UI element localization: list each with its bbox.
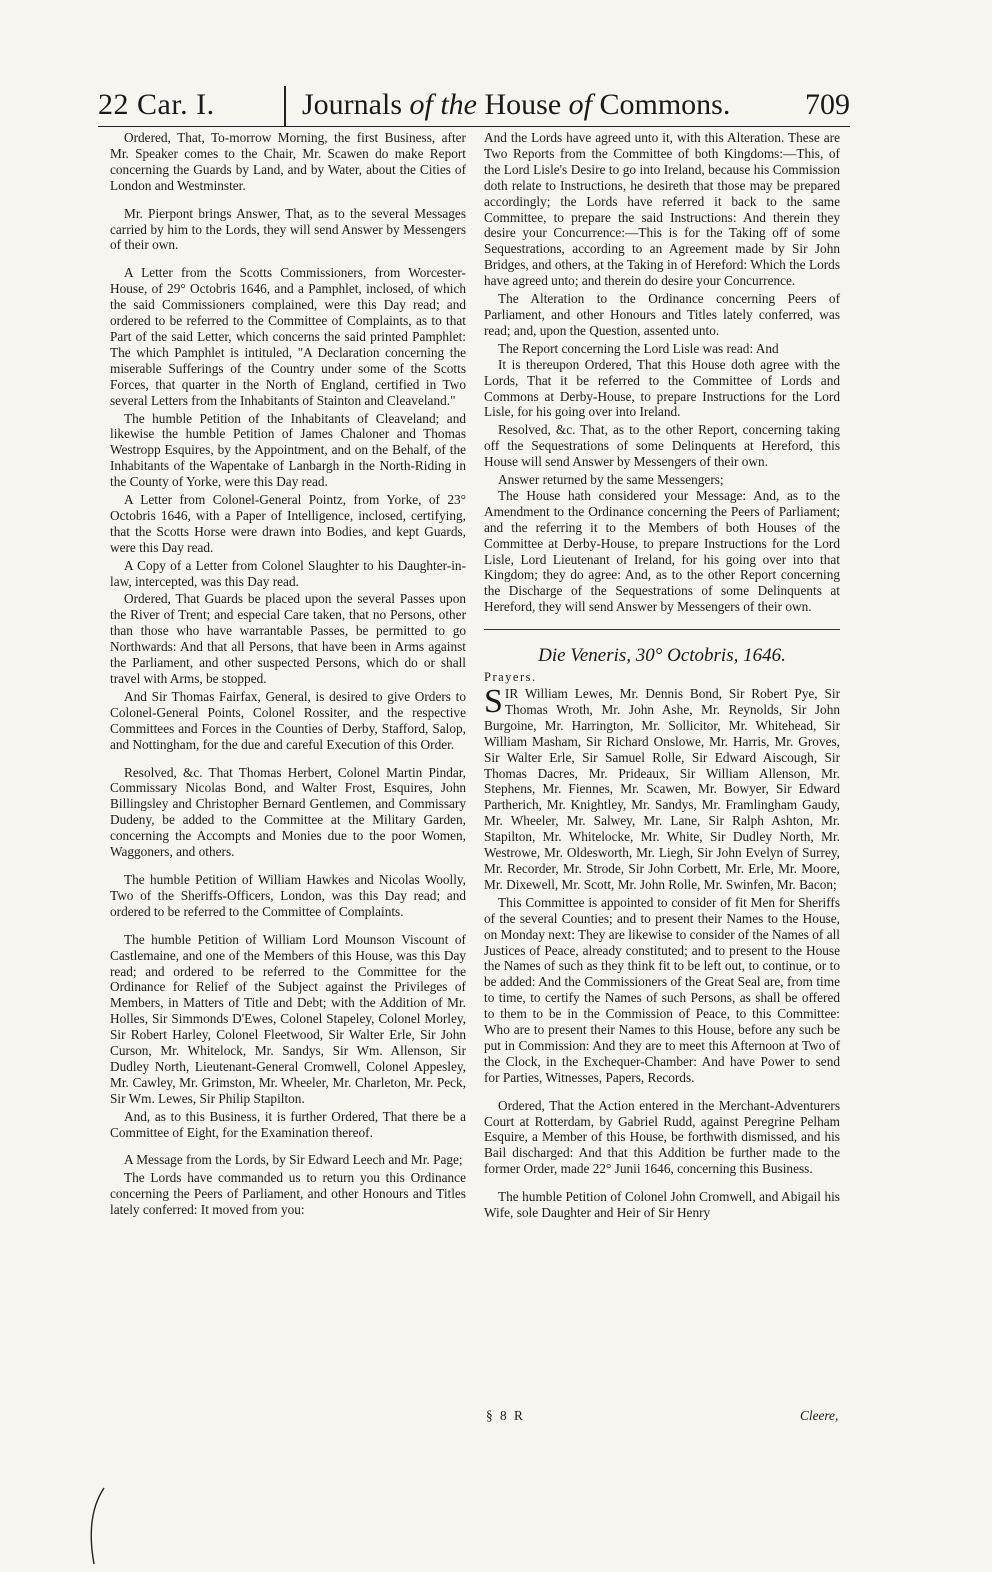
paragraph: Mr. Pierpont brings Answer, That, as to the several Messages carried by him to the Lords, they will send Answer by Messengers of their own.: [110, 205, 466, 253]
paragraph: The humble Petition of William Hawkes and Nicolas Woolly, Two of the Sheriffs-Officers, London, was this Day read; and ordered to be referred to the Committee of Complaints.: [110, 871, 466, 919]
paragraph: The humble Petition of the Inhabitants of Cleaveland; and likewise the humble Petition of James Chaloner and Thomas Westropp Esquires, by the Appointment, and on the Behalf, of the Inhabitants of the Wapentake of Lanbargh in the North-Riding in the County of Yorke, were this Day read.: [110, 410, 466, 490]
paragraph: Ordered, That the Action entered in the Merchant-Adventurers Court at Rotterdam, by Gabriel Rudd, against Peregrine Pelham Esquire, a Member of this House, be forthwith dismissed, and his Bail discharged: And that this Addition be further made to the former Order, made 22° Junii 1646, concerning this Business.: [484, 1097, 840, 1177]
signature-mark: § 8 R: [486, 1408, 525, 1423]
paragraph: A Copy of a Letter from Colonel Slaughter to his Daughter-in-law, intercepted, was this Day read.: [110, 557, 466, 589]
paragraph: The House hath considered your Message: And, as to the Amendment to the Ordinance concerning the Peers of Parliament; and the referring it to the Members of both Houses of the Committee at Derby-House, to prepare Instructions for the Lord Lisle, Lord Lieutenant of Ireland, for his going over into that Kingdom; they do agree: And, as to the other Report concerning the Discharge of the Sequestrations of some Delinquents at Hereford, they will send Answer by Messengers of their own.: [484, 487, 840, 615]
paragraph: The humble Petition of Colonel John Cromwell, and Abigail his Wife, sole Daughter and Heir of Sir Henry: [484, 1189, 840, 1221]
page-number: 709: [805, 88, 850, 121]
paragraph: The Lords have commanded us to return you this Ordinance concerning the Peers of Parliament, and other Honours and Titles lately conferred: It moved from you:: [110, 1170, 466, 1218]
right-column: [484, 130, 840, 1221]
paragraph: Answer returned by the same Messengers;: [498, 472, 724, 488]
paragraph: Resolved, &c. That Thomas Herbert, Colonel Martin Pindar, Commissary Nicolas Bond, and Walter Frost, Esquires, John Billingsley and Christopher Bernard Gentlemen, and Commissary Dudeny, be added to the Committee at the Military Garden, concerning the Accompts and Monies due to the poor Women, Waggoners, and others.: [110, 764, 466, 860]
prayers-label: Prayers.: [484, 670, 537, 685]
left-column: [110, 130, 466, 1218]
drop-cap: S: [484, 683, 503, 720]
paragraph: A Letter from Colonel-General Pointz, from Yorke, of 23° Octobris 1646, with a Paper of Intelligence, inclosed, certifying, that the Scotts Horse were drawn into Bodies, and kept Guards, were this Day read.: [110, 492, 466, 555]
paragraph: Resolved, &c. That, as to the other Report, concerning taking off the Sequestrations of some Delinquents at Hereford, this House will send Answer by Messengers of their own.: [484, 422, 840, 470]
catchword: Cleere,: [800, 1408, 839, 1423]
page-header: [98, 86, 850, 127]
paragraph: It is thereupon Ordered, That this House doth agree with the Lords, That it be referred to the Committee of Lords and Commons at Derby-House, to prepare Instructions for the Lord Lisle, for his going over into Ireland.: [484, 356, 840, 420]
paragraph: This Committee is appointed to consider of fit Men for Sheriffs of the several Counties; and to present their Names to the House, on Monday next: They are likewise to consider of the Names of all Justices of Peace, already constituted; and to present to the House the Names of such as they think fit to be left out, to continue, or to be added: And the Commissioners of the Great Seal are, from time to time, to certify the Names of such Persons, as shall be offered to them to be in the Commission of Peace, to this Committee: Who are to present their Names to this House, before any such be put in Commission: And they are to meet this Afternoon at Two of the Clock, in the Exchequer-Chamber: And have Power to send for Parties, Witnesses, Papers, Records.: [484, 894, 840, 1085]
paragraph: A Letter from the Scotts Commissioners, from Worcester-House, of 29° Octobris 1646, and a Pamphlet, inclosed, of which the said Commissioners complained, were this Day read; and ordered to be referred to the Committee of Complaints, as to that Part of the said Letter, which concerns the said printed Pamphlet: The which Pamphlet is intituled, "A Declaration concerning the miserable Sufferings of the Country under some of the Scotts Forces, that quarter in the North of England, certified in Two several Letters from the Inhabitants of Stainton and Cleaveland.": [110, 265, 466, 408]
header-vertical-rule: [284, 86, 286, 126]
pen-stroke-mark: [82, 1486, 112, 1566]
attendance-list: SIR William Lewes, Mr. Dennis Bond, Sir Robert Pye, Sir Thomas Wroth, Mr. John Ashe, Mr. Reynolds, Sir John Burgoine, Mr. Harrington, Mr. Sollicitor, Mr. Whitehead, Sir William Masham, Sir Richard Onslowe, Mr. Harris, Mr. Groves, Sir Walter Erle, Sir Samuel Rolle, Sir Edward Aiscough, Sir Thomas Dacres, Mr. Prideaux, Sir William Allenson, Mr. Stephens, Mr. Fiennes, Mr. Scawen, Mr. Bowyer, Sir Edward Partherich, Mr. Knightley, Mr. Sandys, Mr. Framlingham Gaudy, Mr. Wheeler, Mr. Salwey, Mr. Lane, Sir Ralph Ashton, Mr. Stapilton, Mr. Whitelocke, Mr. White, Sir Dudley North, Mr. Westrowe, Mr. Oldesworth, Mr. Liegh, Sir John Evelyn of Surrey, Mr. Recorder, Mr. Strode, Sir John Corbett, Mr. Erle, Mr. Moore, Mr. Dixewell, Mr. Scott, Mr. John Rolle, Mr. Swinfen, Mr. Bacon;: [484, 683, 840, 892]
day-heading: Die Veneris, 30° Octobris, 1646.: [538, 645, 786, 667]
paragraph: Ordered, That Guards be placed upon the several Passes upon the River of Trent; and especial Care taken, that no Persons, other than those who have warrantable Passes, be permitted to go Northwards: And that all Persons, that have been in Arms against the Parliament, and other suspected Persons, which do or shall travel with Arms, be stopped.: [110, 591, 466, 686]
paragraph: The Alteration to the Ordinance concerning Peers of Parliament, and other Honours and Titles lately conferred, was read; and, upon the Question, assented unto.: [484, 291, 840, 338]
paragraph: The Report concerning the Lord Lisle was read: And: [498, 340, 779, 356]
paragraph: Ordered, That, To-morrow Morning, the first Business, after Mr. Speaker comes to the Chair, Mr. Scawen do make Report concerning the Guards by Land, and by Water, about the Cities of London and Westminster.: [110, 130, 466, 193]
paragraph: A Message from the Lords, by Sir Edward Leech and Mr. Page;: [124, 1152, 463, 1168]
paragraph: The humble Petition of William Lord Mounson Viscount of Castlemaine, and one of the Members of this House, was this Day read; and ordered to be referred to the Committee for the Ordinance for Relief of the Subject against the Privileges of Members, in Matters of Title and Debt; with the Addition of Mr. Holles, Sir Simmonds D'Ewes, Colonel Stapeley, Colonel Morley, Sir Robert Harley, Colonel Fleetwood, Sir Walter Erle, Sir John Curson, Mr. Whitelock, Mr. Sandys, Sir Wm. Allenson, Sir Dudley North, Lieutenant-General Cromwell, Colonel Appesley, Mr. Cawley, Mr. Grimston, Mr. Wheeler, Mr. Charleton, Mr. Peck, Sir Wm. Lewes, Sir Philip Stapilton.: [110, 931, 466, 1106]
running-title: Journals of the House of Commons.: [302, 88, 731, 121]
section-divider: [484, 629, 840, 630]
paragraph: And Sir Thomas Fairfax, General, is desired to give Orders to Colonel-General Points, Colonel Rossiter, and the respective Committees and Forces in the Counties of Derby, Stafford, Salop, and Nottingham, for the due and careful Execution of this Order.: [110, 688, 466, 752]
paragraph: And the Lords have agreed unto it, with this Alteration. These are Two Reports from the Committee of both Kingdoms:—This, of the Lord Lisle's Desire to go into Ireland, because his Commission doth relate to Instructions, he desireth that those may be prepared accordingly; the Lords have referred it back to the same Committee, to prepare the said Instructions: And therein they desire your Concurrence:—This is for the Taking off of some Sequestrations, according to an Agreement made by Sir John Bridges, and others, at the Taking in of Hereford: Which the Lords have agreed unto; and therein do desire your Concurrence.: [484, 130, 840, 289]
regnal-year: 22 Car. I.: [98, 88, 215, 121]
paragraph: And, as to this Business, it is further Ordered, That there be a Committee of Eight, for the Examination thereof.: [110, 1108, 466, 1140]
